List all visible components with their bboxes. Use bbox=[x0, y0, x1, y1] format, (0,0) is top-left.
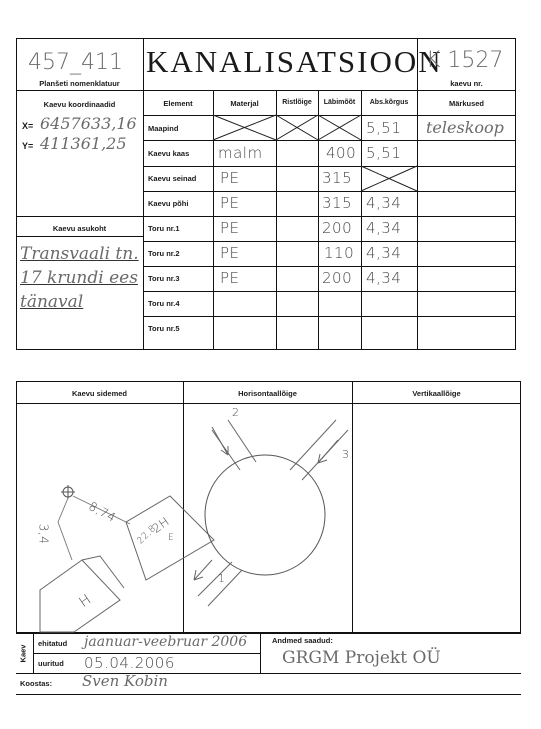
header-diameter: Läbimõõt bbox=[323, 99, 356, 106]
diameter-cell: 315 bbox=[322, 169, 353, 187]
building-label-2: 22,8 bbox=[135, 523, 159, 547]
horizontal-section-title: Horisontaallõige bbox=[238, 389, 297, 398]
element-cell: Kaevu seinad bbox=[148, 174, 197, 183]
element-cell: Toru nr.1 bbox=[148, 224, 180, 233]
table-row-line bbox=[143, 241, 516, 242]
compiled-label: Koostas: bbox=[20, 679, 53, 688]
table-col-line bbox=[361, 90, 362, 350]
side-label-kaev: Kaev bbox=[18, 644, 28, 663]
notes-cell: teleskoop bbox=[426, 118, 504, 137]
surveyed-value: 05.04.2006 bbox=[84, 654, 175, 672]
building-label-1-sub: E bbox=[168, 533, 175, 543]
sketch-title-line bbox=[16, 403, 521, 404]
material-cell: PE bbox=[220, 244, 240, 262]
pipe-label-2: 2 bbox=[232, 406, 240, 419]
building-label-3: H bbox=[76, 591, 95, 611]
elevation-cell: 5,51 bbox=[366, 119, 402, 137]
element-cell: Kaevu põhi bbox=[148, 199, 189, 208]
element-cell: Toru nr.2 bbox=[148, 249, 180, 258]
x-prefix: X= bbox=[22, 121, 34, 131]
elevation-cell: 4,34 bbox=[366, 269, 402, 287]
element-cell: Toru nr.3 bbox=[148, 274, 180, 283]
element-cell: Kaevu kaas bbox=[148, 149, 190, 158]
location-label: Kaevu asukoht bbox=[52, 224, 107, 233]
location-label-line bbox=[16, 236, 143, 237]
location-line-3: tänaval bbox=[20, 292, 84, 312]
compiled-value: Sven Kobin bbox=[82, 672, 168, 690]
table-row-line bbox=[143, 115, 516, 116]
material-cell: malm bbox=[218, 144, 263, 162]
location-line-1: Transvaali tn. bbox=[20, 244, 139, 264]
coords-bottom-line bbox=[16, 216, 143, 217]
table-col-line bbox=[318, 90, 319, 350]
vertical-section-title: Vertikaallõige bbox=[412, 389, 461, 398]
header-material: Materjal bbox=[230, 99, 259, 108]
table-row-line bbox=[143, 266, 516, 267]
material-cell: PE bbox=[220, 219, 240, 237]
footer-side-line bbox=[33, 633, 34, 673]
diameter-cell: 200 bbox=[322, 269, 353, 287]
document-title: KANALISATSIOON bbox=[146, 44, 443, 79]
footer-col-line bbox=[260, 633, 261, 673]
building-label-1: 2H bbox=[149, 514, 173, 536]
data-source-label: Andmed saadud: bbox=[272, 636, 333, 645]
x-coordinate-value: 6457633,16 bbox=[40, 114, 137, 133]
header-bottom-line bbox=[16, 90, 516, 91]
tie-distance-2: 3,4 bbox=[36, 523, 51, 545]
header-notes: Märkused bbox=[448, 99, 484, 108]
diameter-cell: 315 bbox=[322, 194, 353, 212]
material-cell: PE bbox=[220, 194, 240, 212]
elevation-cell: 4,34 bbox=[366, 194, 402, 212]
material-cell: PE bbox=[220, 169, 240, 187]
ties-title: Kaevu sidemed bbox=[71, 389, 128, 398]
table-row-line bbox=[143, 316, 516, 317]
diameter-cell: 200 bbox=[322, 219, 353, 237]
coordinates-label: Kaevu koordinaadid bbox=[43, 100, 116, 109]
map-sheet-value: 457_411 bbox=[28, 50, 123, 75]
sketch-divider-2 bbox=[352, 381, 353, 633]
material-cell: PE bbox=[220, 269, 240, 287]
data-source-value: GRGM Projekt OÜ bbox=[282, 648, 441, 668]
footer-bottom-line bbox=[16, 694, 521, 695]
tie-distance-1: 8,74 bbox=[86, 499, 119, 525]
y-prefix: Y= bbox=[22, 141, 34, 151]
diameter-cell: 110 bbox=[324, 244, 355, 262]
table-row-line bbox=[143, 291, 516, 292]
elevation-cell: 4,34 bbox=[366, 244, 402, 262]
well-number-label: kaevu nr. bbox=[450, 79, 483, 88]
element-cell: Maapind bbox=[148, 124, 179, 133]
element-cell: Toru nr.4 bbox=[148, 299, 180, 308]
table-row-line bbox=[143, 216, 516, 217]
built-label: ehitatud bbox=[38, 639, 68, 648]
elevation-cell: 4,34 bbox=[366, 219, 402, 237]
header-element: Element bbox=[163, 99, 193, 108]
table-row-line bbox=[143, 140, 516, 141]
header-abs-elevation: Abs.kõrgus bbox=[369, 99, 409, 106]
well-number-value: K 1527 bbox=[426, 48, 504, 73]
element-cell: Toru nr.5 bbox=[148, 324, 180, 333]
map-sheet-label: Planšeti nomenklatuur bbox=[39, 79, 120, 88]
elevation-cell: 5,51 bbox=[366, 144, 402, 162]
table-row-line bbox=[143, 191, 516, 192]
surveyed-label: uuritud bbox=[38, 659, 64, 668]
y-coordinate-value: 411361,25 bbox=[40, 134, 127, 153]
pipe-label-1: 1 bbox=[218, 572, 226, 585]
table-row-line bbox=[143, 166, 516, 167]
pipe-label-3: 3 bbox=[342, 448, 350, 461]
built-value: jaanuar-veebruar 2006 bbox=[84, 634, 248, 650]
table-col-line bbox=[276, 90, 277, 350]
header-divider-1 bbox=[143, 38, 144, 350]
diameter-cell: 400 bbox=[326, 144, 357, 162]
location-line-2: 17 krundi ees bbox=[20, 268, 138, 288]
sketch-divider-1 bbox=[183, 381, 184, 633]
header-cross-section: Ristlõige bbox=[282, 99, 312, 106]
table-col-line bbox=[213, 90, 214, 350]
